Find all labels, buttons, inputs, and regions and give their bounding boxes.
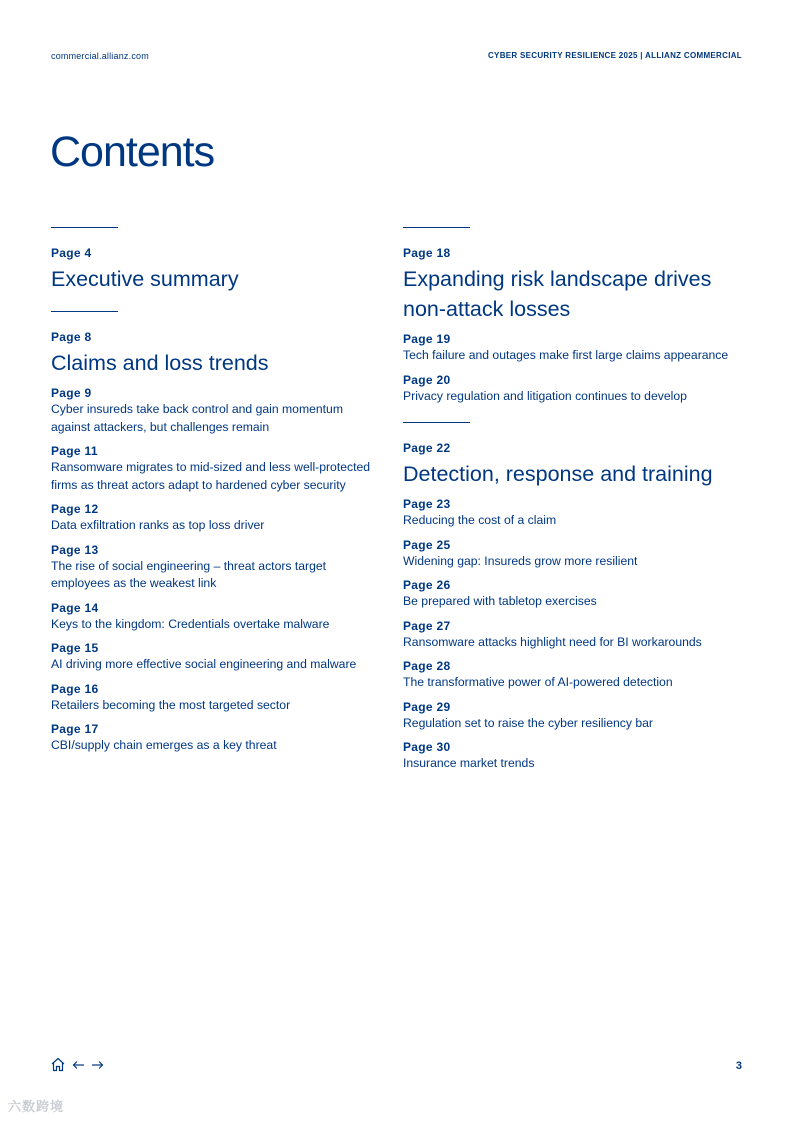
section-page-number[interactable]: Page 22	[403, 441, 451, 455]
toc-entry[interactable]	[403, 538, 748, 571]
entry-title: CBI/supply chain emerges as a key threat	[51, 738, 277, 752]
section-title[interactable]: Claims and loss trends	[51, 351, 269, 375]
section-divider	[403, 422, 470, 423]
entry-title: AI driving more effective social engineering and malware	[51, 657, 357, 671]
section-page-number[interactable]: Page 8	[51, 330, 92, 344]
entry-page-number: Page 25	[403, 537, 451, 552]
entry-page-number: Page 17	[51, 722, 99, 736]
toc-entry[interactable]	[51, 444, 381, 494]
section-page-number[interactable]: Page 4	[51, 246, 92, 260]
page-title: Contents	[50, 128, 215, 176]
toc-left-column	[51, 227, 381, 772]
entry-title: Keys to the kingdom: Credentials overtake malware	[51, 616, 330, 631]
toc-entry[interactable]	[51, 543, 381, 593]
entry-title: The transformative power of AI-powered detection	[403, 675, 673, 689]
toc-entry-list	[51, 386, 381, 755]
entry-title: Ransomware migrates to mid-sized and less well-protected firms as threat actors adapt to hardened cyber security	[51, 460, 371, 492]
watermark: 六数跨境	[8, 1099, 65, 1114]
entry-page-number: Page 29	[403, 699, 451, 714]
entry-page-number: Page 15	[51, 641, 99, 655]
toc-entry[interactable]	[51, 722, 381, 755]
entry-page-number: Page 20	[403, 372, 451, 387]
entry-title: Cyber insureds take back control and gain momentum against attackers, but challenges remain	[51, 402, 343, 434]
arrow-left-icon[interactable]	[72, 1060, 85, 1070]
toc-entry[interactable]	[51, 641, 381, 674]
entry-page-number: Page 13	[51, 542, 99, 557]
entry-title: Tech failure and outages make first large claims appearance	[403, 348, 729, 362]
entry-page-number: Page 23	[403, 497, 451, 511]
section-title[interactable]: Expanding risk landscape drives non-attack losses	[403, 267, 712, 321]
toc-entry[interactable]	[403, 332, 748, 365]
entry-page-number: Page 9	[51, 386, 92, 400]
entry-page-number: Page 19	[403, 332, 451, 346]
entry-page-number: Page 16	[51, 681, 99, 696]
entry-title: Regulation set to raise the cyber resiliency bar	[403, 715, 653, 730]
entry-page-number: Page 12	[51, 502, 99, 516]
toc-entry-list	[403, 332, 748, 405]
entry-page-number: Page 28	[403, 659, 451, 673]
toc-entry[interactable]	[51, 386, 381, 436]
toc-section	[51, 227, 381, 294]
section-divider	[403, 227, 470, 228]
entry-title: The rise of social engineering – threat actors target employees as the weakest link	[51, 558, 327, 590]
entry-title: Ransomware attacks highlight need for BI workarounds	[403, 634, 702, 649]
home-icon[interactable]	[50, 1057, 66, 1072]
entry-title: Insurance market trends	[403, 756, 535, 770]
toc-entry[interactable]	[403, 578, 748, 611]
entry-page-number: Page 11	[51, 444, 98, 458]
entry-title: Reducing the cost of a claim	[403, 513, 557, 527]
toc-section	[403, 422, 748, 773]
footer-navigation	[50, 1057, 104, 1072]
toc-entry[interactable]	[51, 601, 381, 634]
entry-page-number: Page 30	[403, 740, 451, 754]
toc-entry[interactable]	[403, 373, 748, 406]
entry-title: Be prepared with tabletop exercises	[403, 594, 597, 608]
toc-entry[interactable]	[403, 700, 748, 733]
website-url[interactable]: commercial.allianz.com	[51, 51, 149, 61]
section-divider	[51, 227, 118, 228]
section-title[interactable]: Executive summary	[51, 267, 239, 291]
arrow-right-icon[interactable]	[91, 1060, 104, 1070]
entry-page-number: Page 26	[403, 578, 451, 592]
toc-entry[interactable]	[403, 497, 748, 530]
report-title: CYBER SECURITY RESILIENCE 2025 | ALLIANZ COMMERCIAL	[487, 51, 742, 60]
page-number: 3	[735, 1060, 742, 1072]
toc-section	[403, 227, 748, 405]
toc-section	[51, 311, 381, 755]
toc-right-column	[403, 227, 748, 790]
toc-entry[interactable]	[403, 619, 748, 652]
toc-entry[interactable]	[51, 502, 381, 535]
section-title[interactable]: Detection, response and training	[403, 462, 713, 486]
entry-title: Data exfiltration ranks as top loss driver	[51, 518, 265, 532]
entry-title: Privacy regulation and litigation continues to develop	[403, 388, 687, 403]
entry-title: Retailers becoming the most targeted sector	[51, 697, 291, 712]
section-divider	[51, 311, 118, 312]
section-page-number[interactable]: Page 18	[403, 246, 451, 260]
toc-entry[interactable]	[51, 682, 381, 715]
entry-page-number: Page 14	[51, 600, 99, 615]
toc-entry-list	[403, 497, 748, 773]
toc-entry[interactable]	[403, 740, 748, 773]
entry-title: Widening gap: Insureds grow more resilient	[403, 553, 638, 568]
toc-entry[interactable]	[403, 659, 748, 692]
entry-page-number: Page 27	[403, 618, 451, 633]
